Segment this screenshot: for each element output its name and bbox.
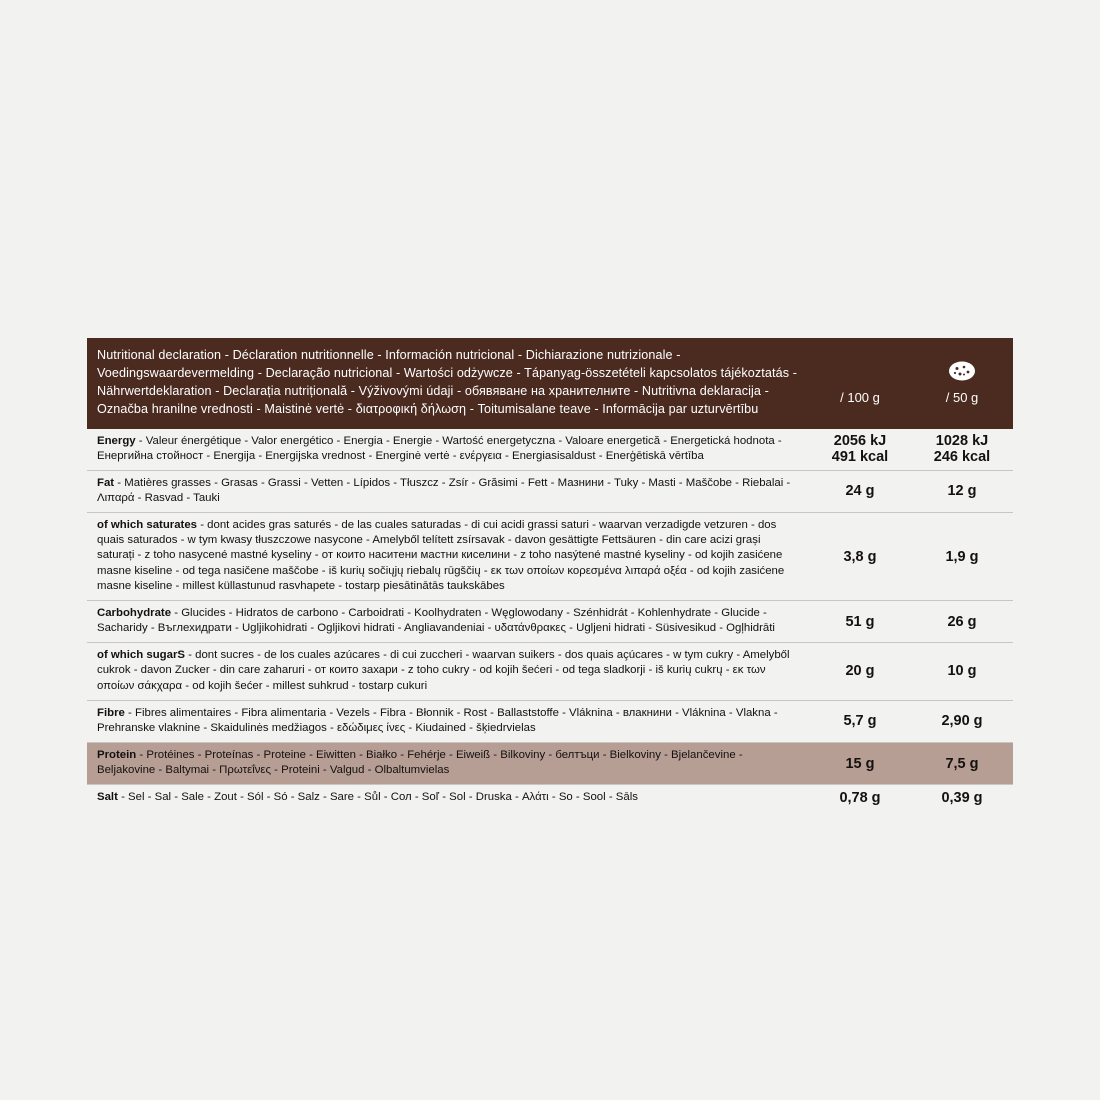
row-translations: - Matières grasses - Grasas - Grassi - Vetten - Lípidos - Tłuszcz - Zsír - Grăsimi - Fett - Мазнини - Tuky - Masti - Maščobe - Riebalai - Λιπαρά - Rasvad - Tauki xyxy=(97,476,791,504)
row-label-energy xyxy=(87,429,809,471)
row-value-50g: 2,90 g xyxy=(911,700,1013,742)
row-value-100g-secondary: 491 kcal xyxy=(831,449,889,466)
row-value-100g: 5,7 g xyxy=(809,700,911,742)
table-row xyxy=(87,785,1013,812)
row-value-50g: 7,5 g xyxy=(911,743,1013,785)
row-value-100g-primary: 2056 kJ xyxy=(833,433,887,450)
row-value-100g: 51 g xyxy=(809,600,911,642)
row-translations: - dont acides gras saturés - de las cuales saturadas - di cui acidi grassi saturi - waarvan verzadigde vetzuren - dos quais saturados - w tym kwasy tłuszczowe nasycone - Amelyből telített zsírsavak - davon gesättigte Fettsäuren - din care acizi grași saturați - z toho nasycené mastné kyseliny - от които наситени мастни киселини - z toho nasýtené mastné kyseliny - od kojih zasićene masne kiseline - od tega nasičene maščobe - iš kurių sočiųjų riebalų rūgščių - εκ των οποίων κορεσμένα λιπαρά οξέα - od kojih zasićene masne kiseline - millest küllastunud rasvhapete - tostarp piesātinātās taukskābes xyxy=(97,519,785,592)
row-translations: - Sel - Sal - Sale - Zout - Sól - Só - Salz - Sare - Sůl - Сол - Soľ - Sol - Druska - Αλάτι - So - Sool - Sāls xyxy=(121,791,638,804)
row-name: Fibre xyxy=(97,706,125,719)
row-value-50g: 26 g xyxy=(911,600,1013,642)
table-header-row xyxy=(87,338,1013,429)
table-row-protein-highlighted xyxy=(87,743,1013,785)
row-name: Salt xyxy=(97,791,118,804)
row-name: Fat xyxy=(97,476,115,489)
nutrition-table xyxy=(87,338,1013,811)
row-name: Carbohydrate xyxy=(97,606,172,619)
row-name: of which sugarS xyxy=(97,649,185,662)
column-header-50g xyxy=(911,338,1013,429)
header-icon-slot-1 xyxy=(810,352,910,384)
row-value-100g: 24 g xyxy=(809,470,911,512)
column-header-100g xyxy=(809,338,911,429)
table-row xyxy=(87,470,1013,512)
row-value-100g: 20 g xyxy=(809,643,911,700)
cookie-icon xyxy=(912,352,1012,384)
row-value-100g: 3,8 g xyxy=(809,513,911,601)
row-value-100g: 15 g xyxy=(809,743,911,785)
row-label-fibre xyxy=(87,700,809,742)
row-value-50g: 12 g xyxy=(911,470,1013,512)
row-value-50g xyxy=(911,429,1013,471)
row-label-carbohydrate xyxy=(87,600,809,642)
row-label-protein xyxy=(87,743,809,785)
row-name: Protein xyxy=(97,749,137,761)
row-translations: - Fibres alimentaires - Fibra alimentaria - Vezels - Fibra - Błonnik - Rost - Ballaststoffe - Vláknina - влакнини - Vláknina - Vlakna - Prehranske vlaknine - Skaidulinės medžiagos - εδώδιμες ίνες - Kiudained - šķiedrvielas xyxy=(97,706,778,734)
nutrition-rows xyxy=(87,429,1013,812)
row-value-50g: 10 g xyxy=(911,643,1013,700)
table-row xyxy=(87,643,1013,700)
table-row xyxy=(87,700,1013,742)
table-row xyxy=(87,429,1013,471)
row-translations: - Valeur énergétique - Valor energético - Energia - Energie - Wartość energetyczna - Valoare energetică - Energetická hodnota - Енергийна стойност - Energija - Energijska vrednost - Energinė vertė - ενέργεια - Energiasisaldust - Enerģētiskā vērtība xyxy=(97,434,782,462)
row-name: Energy xyxy=(97,434,136,447)
row-label-sugars xyxy=(87,643,809,700)
row-translations: - Protéines - Proteínas - Proteine - Eiwitten - Białko - Fehérje - Eiweiß - Bilkoviny - белтъци - Bielkoviny - Bjelančevine - Beljakovine - Baltymai - Πρωτεΐνες - Proteini - Valgud - Olbaltumvielas xyxy=(97,749,743,777)
row-translations: - dont sucres - de los cuales azúcares - di cui zuccheri - waarvan suikers - dos quais açúcares - w tym cukry - Amelyből cukrok - davon Zucker - din care zaharuri - от които захари - z toho cukry - od kojih šećeri - od tega sladkorji - iš kurių cukrų - εκ των οποίων σάκχαρα - od kojih šećer - millest suhkrud - tostarp cukuri xyxy=(97,649,790,692)
row-label-salt xyxy=(87,785,809,812)
row-value-50g-secondary: 246 kcal xyxy=(933,449,991,466)
row-value-50g-primary: 1028 kJ xyxy=(935,433,989,450)
row-value-50g: 1,9 g xyxy=(911,513,1013,601)
row-value-50g: 0,39 g xyxy=(941,790,983,807)
column-header-50g-label: / 50 g xyxy=(945,389,979,405)
column-header-100g-label: / 100 g xyxy=(840,389,880,405)
row-label-fat xyxy=(87,470,809,512)
nutrition-table-container xyxy=(87,338,1013,811)
nutritional-declaration-title: Nutritional declaration - Déclaration nutritionnelle - Información nutricional - Dichiarazione nutrizionale - Voedingswaardevermelding - Declaração nutricional - Wartości odżywcze - Tápanyag-összetételi kapcsolatos tájékoztatás - Nährwertdeklaration - Declarația nutrițională - Výživovými údaji - обявяване на хранителните - Nutritivna deklaracija - Označba hranilne vrednosti - Maistinė vertė - διατροφική δήλωση - Toitumisalane teave - Informācija par uzturvērtību xyxy=(87,338,809,429)
row-name: of which saturates xyxy=(97,519,198,532)
row-translations: - Glucides - Hidratos de carbono - Carboidrati - Koolhydraten - Węglowodany - Szénhidrát - Kohlenhydrate - Glucide - Sacharidy - Въглехидрати - Ugljikohidrati - Ogljikovi hidrati - Angliavandeniai - υδατάνθρακες - Ugljeni hidrati - Süsivesikud - Ogļhidrāti xyxy=(97,606,775,635)
row-value-100g: 0,78 g xyxy=(839,790,881,807)
table-row xyxy=(87,513,1013,601)
table-row xyxy=(87,600,1013,642)
row-label-saturates xyxy=(87,513,809,601)
row-value-100g xyxy=(809,429,911,471)
